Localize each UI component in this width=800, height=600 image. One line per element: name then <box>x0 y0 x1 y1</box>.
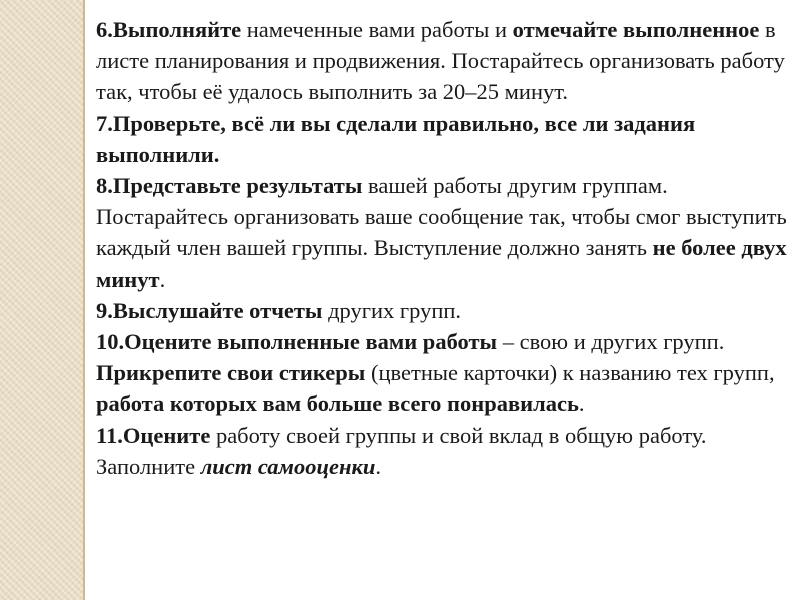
text-run: отмечайте выполненное <box>512 17 760 42</box>
decorative-left-strip <box>0 0 85 600</box>
text-run: . <box>375 453 381 479</box>
text-run: 10.Оцените выполненные вами работы <box>96 329 498 355</box>
text-run: 7.Проверьте, всё ли вы сделали правильно, все ли задания выполнили. <box>96 110 696 167</box>
instruction-item-9 <box>96 295 792 326</box>
instruction-item-11 <box>96 420 792 482</box>
text-run: не более двух минут <box>96 235 787 292</box>
text-run: вашей работы другим группам. Постарайтесь организовать ваше сообщение так, чтобы смог выступить каждый член вашей группы. Выступление должно занять <box>96 173 787 261</box>
text-run: лист самооценки <box>200 453 376 479</box>
text-run: 11.Оцените <box>96 422 211 448</box>
text-run: других групп. <box>322 297 462 323</box>
text-run: . <box>578 391 585 417</box>
instruction-item-8 <box>96 170 792 295</box>
text-run: (цветные карточки) к названию тех групп, <box>365 360 775 386</box>
text-run: работу своей группы и свой вклад в общую работу. Заполните <box>96 422 707 479</box>
text-run: . <box>159 266 166 292</box>
text-run: – свою и других групп. <box>497 329 725 355</box>
instructions-text <box>96 14 792 482</box>
text-run: 9.Выслушайте отчеты <box>96 297 323 323</box>
text-run: работа которых вам больше всего понравилась <box>96 391 579 417</box>
instruction-item-10 <box>96 326 792 420</box>
text-run: 8.Представьте результаты <box>96 173 363 199</box>
instruction-item-7 <box>96 108 792 170</box>
instruction-item-6 <box>96 14 792 108</box>
text-run: в листе планирования и продвижения. Постарайтесь организовать работу так, чтобы её удалось выполнить за 20–25 минут. <box>96 17 785 105</box>
text-run: намеченные вами работы и <box>241 17 513 42</box>
text-run: 6.Выполняйте <box>96 17 242 42</box>
text-run: Прикрепите свои стикеры <box>96 360 366 386</box>
